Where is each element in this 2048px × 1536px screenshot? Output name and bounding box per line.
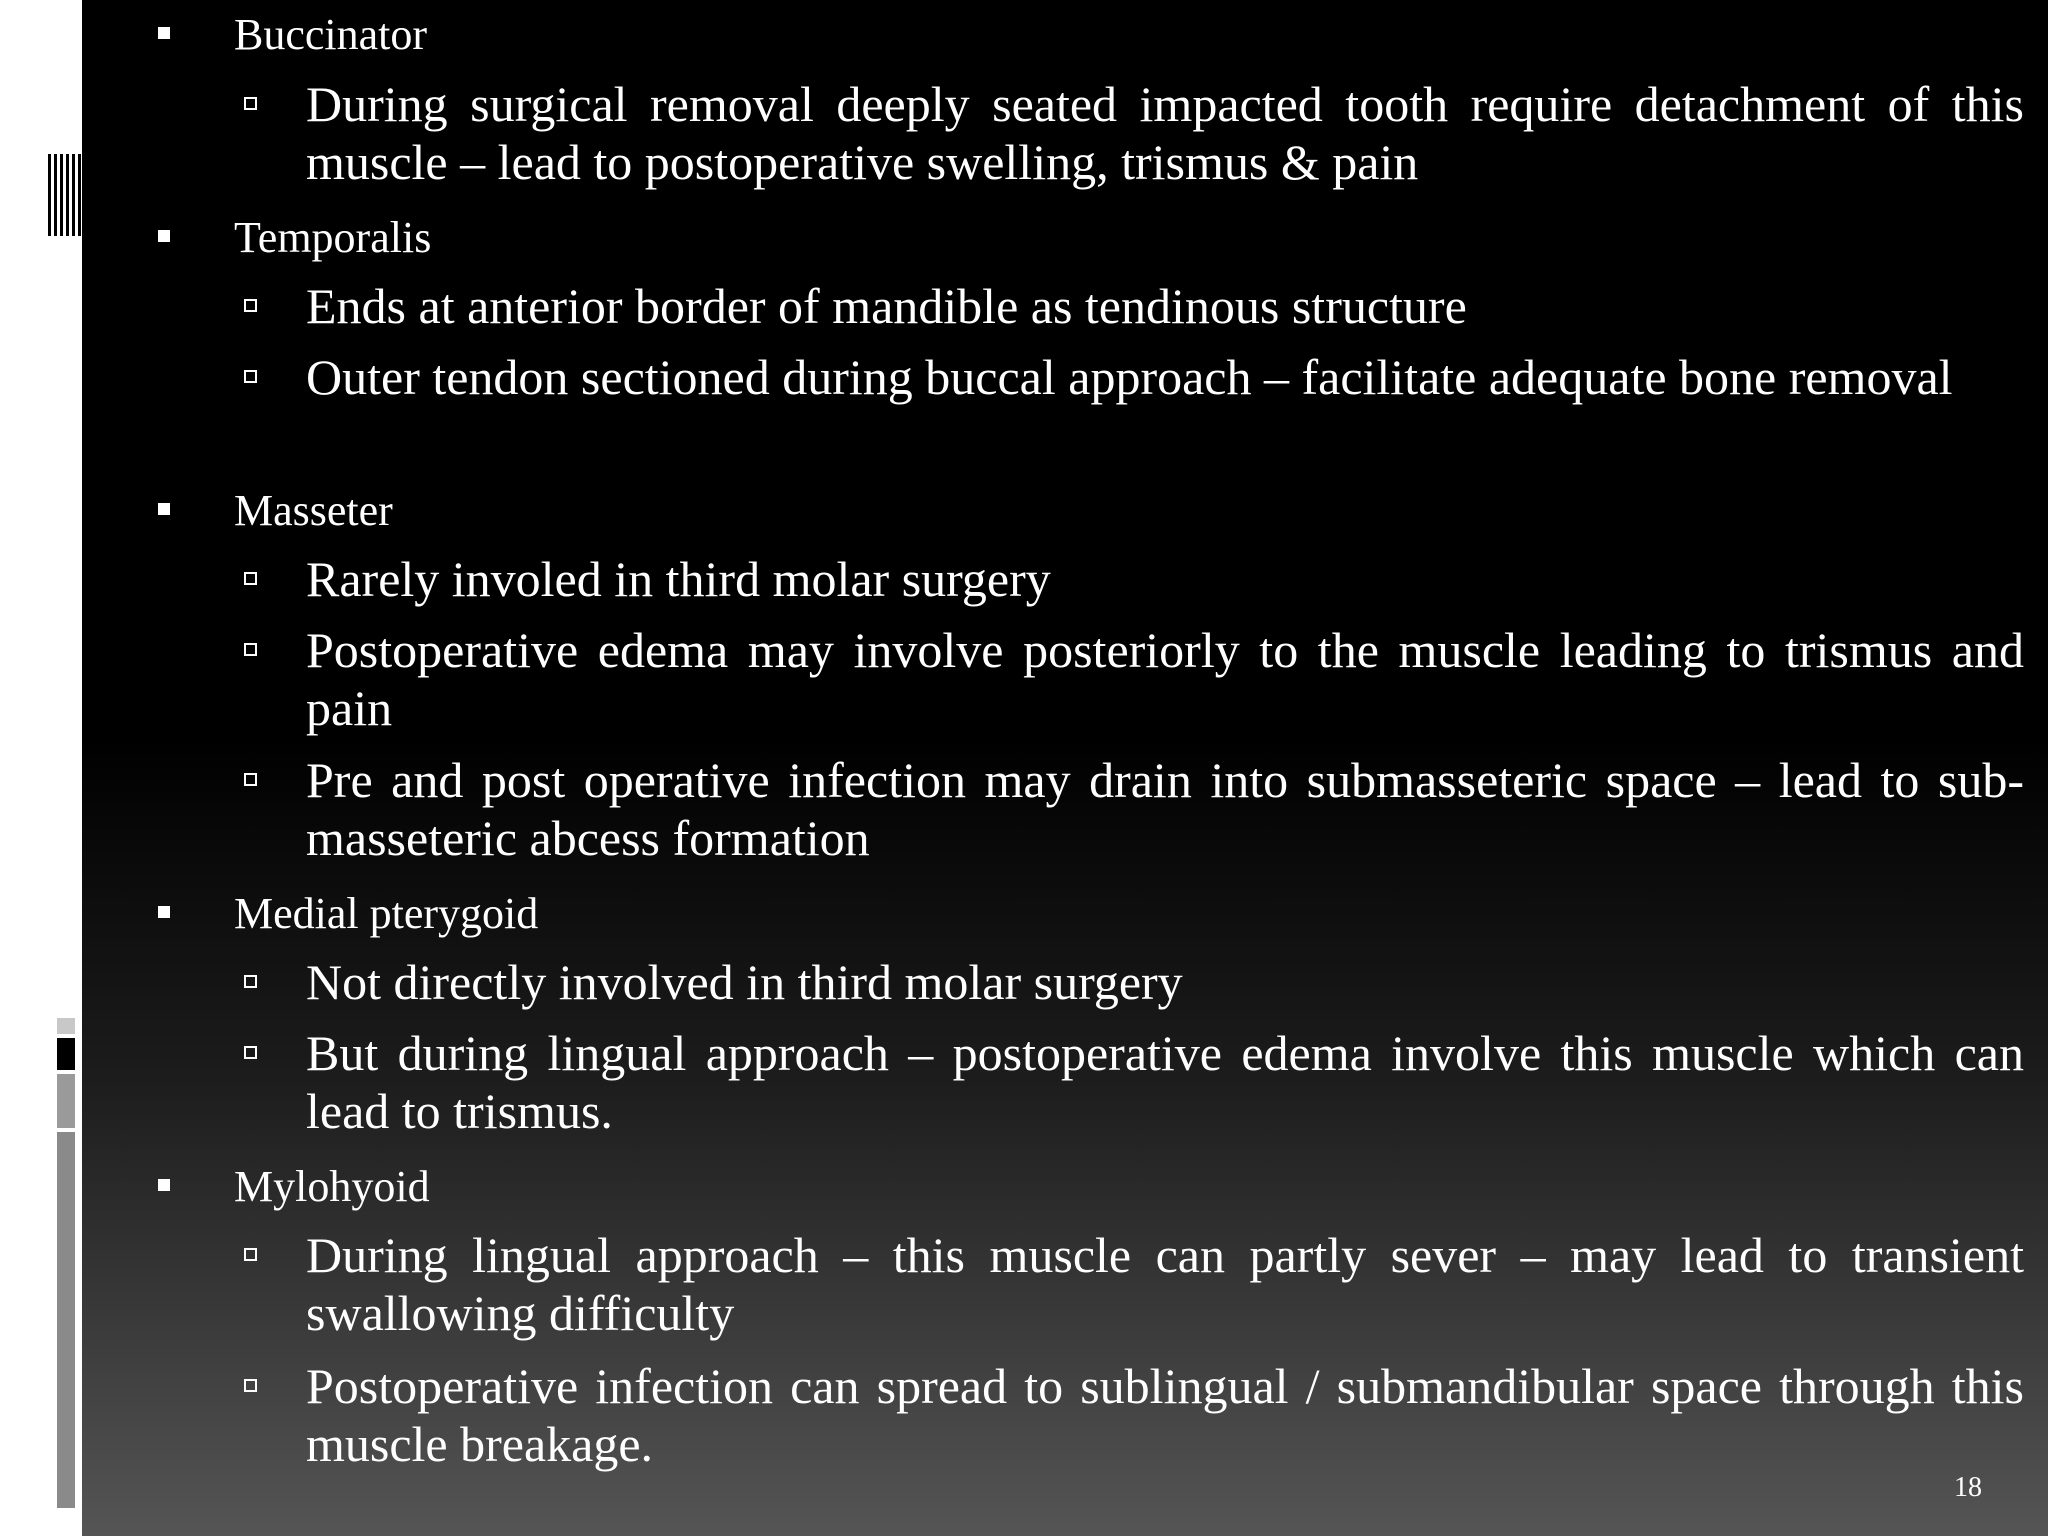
muscle-heading: Temporalis xyxy=(234,213,432,262)
square-bullet-icon xyxy=(158,1179,170,1191)
slide-content xyxy=(82,0,2048,1536)
hollow-square-bullet-icon xyxy=(244,299,257,312)
decorative-bar xyxy=(57,1038,75,1070)
muscle-heading: Buccinator xyxy=(234,10,428,59)
subitem-text: Ends at anterior border of mandible as tendinous structure xyxy=(306,278,1467,334)
decorative-bar xyxy=(57,1074,75,1128)
subitem-text: Rarely involed in third molar surgery xyxy=(306,551,1051,607)
stripe-pattern-decoration xyxy=(48,154,82,236)
hollow-square-bullet-icon xyxy=(244,1379,257,1392)
square-bullet-icon xyxy=(158,906,170,918)
subitem-text: Postoperative infection can spread to sublingual / submandibular space through this muscle breakage. xyxy=(306,1358,2024,1472)
decorative-bar xyxy=(57,1018,75,1034)
list-subitem xyxy=(306,550,2024,608)
page-number: 18 xyxy=(1954,1472,1982,1503)
list-subitem xyxy=(306,75,2024,191)
list-item-muscle xyxy=(234,6,427,64)
left-decoration-strip xyxy=(0,0,82,1536)
list-subitem xyxy=(306,621,2024,737)
muscle-heading: Medial pterygoid xyxy=(234,889,539,938)
subitem-text: Outer tendon sectioned during buccal approach – facilitate adequate bone removal xyxy=(306,349,1953,405)
list-subitem xyxy=(306,1357,2024,1473)
subitem-text: Pre and post operative infection may drain into submasseteric space – lead to sub-masseteric abcess formation xyxy=(306,752,2024,866)
subitem-text: Postoperative edema may involve posteriorly to the muscle leading to trismus and pain xyxy=(306,622,2024,736)
hollow-square-bullet-icon xyxy=(244,975,257,988)
list-subitem xyxy=(306,277,2024,335)
list-subitem xyxy=(306,953,2024,1011)
subitem-text: Not directly involved in third molar surgery xyxy=(306,954,1183,1010)
hollow-square-bullet-icon xyxy=(244,97,257,110)
hollow-square-bullet-icon xyxy=(244,572,257,585)
list-item-muscle xyxy=(234,1158,430,1216)
subitem-text: During lingual approach – this muscle can partly sever – may lead to transient swallowing difficulty xyxy=(306,1227,2024,1341)
hollow-square-bullet-icon xyxy=(244,1248,257,1261)
list-item-muscle xyxy=(234,885,538,943)
square-bullet-icon xyxy=(158,27,170,39)
square-bullet-icon xyxy=(158,230,170,242)
square-bullet-icon xyxy=(158,503,170,515)
list-subitem xyxy=(306,348,2024,406)
list-item-muscle xyxy=(234,209,431,267)
subitem-text: But during lingual approach – postoperative edema involve this muscle which can lead to trismus. xyxy=(306,1025,2024,1139)
subitem-text: During surgical removal deeply seated impacted tooth require detachment of this muscle – lead to postoperative swelling, trismus & pain xyxy=(306,76,2024,190)
muscle-heading: Mylohyoid xyxy=(234,1162,430,1211)
hollow-square-bullet-icon xyxy=(244,1046,257,1059)
hollow-square-bullet-icon xyxy=(244,773,257,786)
muscle-heading: Masseter xyxy=(234,486,393,535)
list-item-muscle xyxy=(234,482,393,540)
list-subitem xyxy=(306,1024,2024,1140)
list-subitem xyxy=(306,751,2024,867)
hollow-square-bullet-icon xyxy=(244,370,257,383)
list-subitem xyxy=(306,1226,2024,1342)
hollow-square-bullet-icon xyxy=(244,643,257,656)
decorative-bar xyxy=(57,1132,75,1508)
